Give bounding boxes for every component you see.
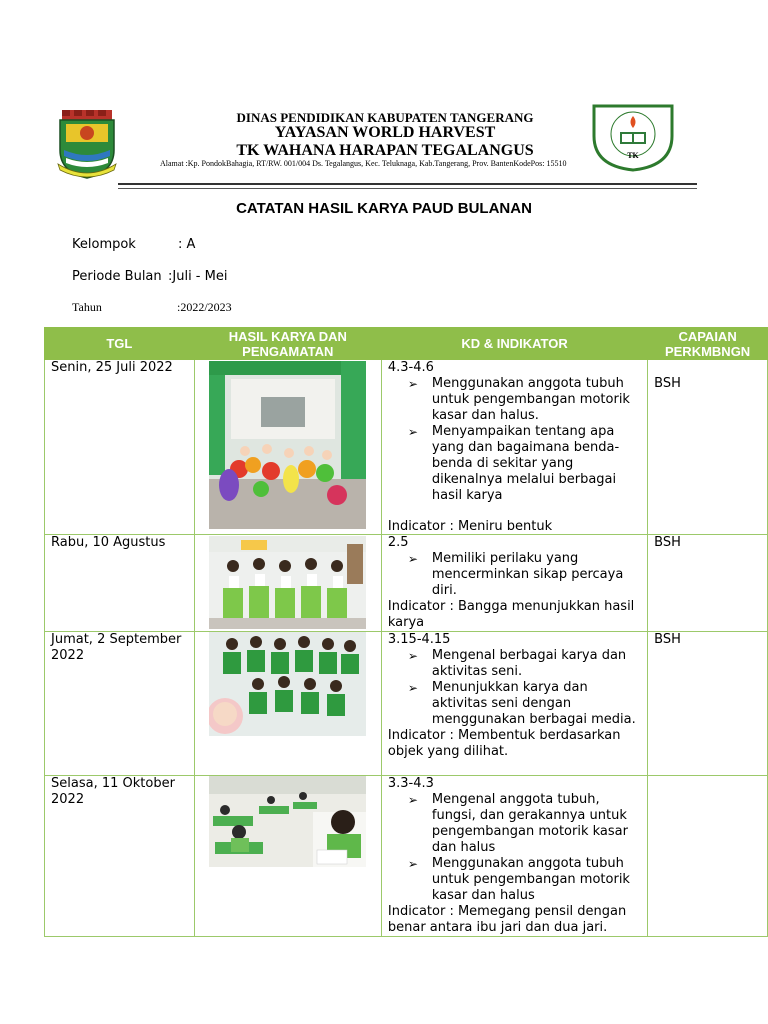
header-kd-indikator: KD & INDIKATOR — [381, 328, 647, 360]
report-table — [44, 327, 768, 937]
row-photo-cell — [194, 776, 381, 937]
row-photo-cell — [194, 632, 381, 776]
header-rule-thin — [118, 188, 697, 189]
indicator-text: Indicator : Meniru bentuk — [387, 519, 553, 534]
row-capaian: BSH — [648, 535, 768, 632]
header-tgl: TGL — [45, 328, 195, 360]
kd-code: 3.3-4.3 — [387, 776, 434, 791]
list-item: ➢ Memiliki perilaku yang mencerminkan sikap percaya diri. — [408, 551, 641, 599]
tahun-value: :2022/2023 — [177, 300, 232, 314]
indicator-text: Indicator : Memegang pensil dengan benar antara ibu jari dan dua jari. — [387, 904, 627, 935]
header-capaian: CAPAIAN PERKMBNGN — [648, 328, 768, 360]
row-capaian — [648, 776, 768, 937]
children-holding-artwork-photo — [209, 536, 366, 629]
indicator-list — [388, 551, 641, 599]
row-kd-cell — [381, 632, 647, 776]
list-item: ➢ Mengenal anggota tubuh, fungsi, dan gerakannya untuk pengembangan motorik kasar dan halus — [408, 792, 641, 856]
row-photo-cell — [194, 535, 381, 632]
kelompok-label: Kelompok — [72, 237, 136, 252]
class-group-selfie-photo — [209, 632, 366, 736]
document-title: CATATAN HASIL KARYA PAUD BULANAN — [236, 200, 532, 217]
indicator-text: Indicator : Membentuk berdasarkan objek yang dilihat. — [387, 728, 621, 759]
agency-name: DINAS PENDIDIKAN KABUPATEN TANGERANG — [236, 110, 534, 125]
table-row — [45, 632, 768, 776]
kelompok-value: : A — [178, 237, 196, 252]
kd-code: 3.15-4.15 — [387, 632, 451, 647]
school-name: TK WAHANA HARAPAN TEGALANGUS — [236, 142, 534, 159]
row-date: Selasa, 11 Oktober 2022 — [45, 776, 195, 937]
table-row — [45, 360, 768, 535]
school-address: Alamat :Kp. PondokBahagia, RT/RW. 001/004 Ds. Tegalangus, Kec. Teluknaga, Kab.Tangerang, Prov. BantenKodePos: 15510 — [160, 159, 567, 168]
indicator-list — [388, 376, 641, 504]
table-row — [45, 776, 768, 937]
indicator-list — [388, 648, 641, 728]
table-header-row — [45, 328, 768, 360]
svg-text:TK: TK — [627, 151, 639, 160]
kd-code: 4.3-4.6 — [387, 360, 434, 375]
indicator-list — [388, 792, 641, 904]
list-item: ➢ Menunjukkan karya dan aktivitas seni dengan menggunakan berbagai media. — [408, 680, 641, 728]
list-item: ➢ Mengenal berbagai karya dan aktivitas seni. — [408, 648, 641, 680]
row-capaian: BSH — [648, 360, 768, 535]
header-hasil-karya: HASIL KARYA DAN PENGAMATAN — [194, 328, 381, 360]
row-capaian: BSH — [648, 632, 768, 776]
children-drawing-at-desks-photo — [209, 776, 366, 867]
school-emblem-logo — [590, 102, 676, 172]
row-date: Rabu, 10 Agustus — [45, 535, 195, 632]
children-in-fruit-costumes-photo — [209, 361, 366, 529]
row-date: Jumat, 2 September 2022 — [45, 632, 195, 776]
header-rule — [118, 183, 697, 185]
foundation-name: YAYASAN WORLD HARVEST — [274, 124, 496, 141]
indicator-text: Indicator : Bangga menunjukkan hasil karya — [387, 599, 635, 630]
row-kd-cell — [381, 535, 647, 632]
list-item: ➢ Menggunakan anggota tubuh untuk pengembangan motorik kasar dan halus. — [408, 376, 641, 424]
list-item: ➢ Menggunakan anggota tubuh untuk pengembangan motorik kasar dan halus — [408, 856, 641, 904]
row-photo-cell — [194, 360, 381, 535]
list-item: ➢ Menyampaikan tentang apa yang dan bagaimana benda-benda di sekitar yang dikenalnya melalui berbagai hasil karya — [408, 424, 641, 504]
tahun-label: Tahun — [72, 300, 102, 314]
periode-value: :Juli - Mei — [168, 269, 228, 284]
row-date: Senin, 25 Juli 2022 — [45, 360, 195, 535]
kd-code: 2.5 — [387, 535, 409, 550]
row-kd-cell — [381, 776, 647, 937]
periode-label: Periode Bulan — [72, 269, 162, 284]
tangerang-emblem-logo — [54, 106, 120, 180]
row-kd-cell — [381, 360, 647, 535]
table-row — [45, 535, 768, 632]
